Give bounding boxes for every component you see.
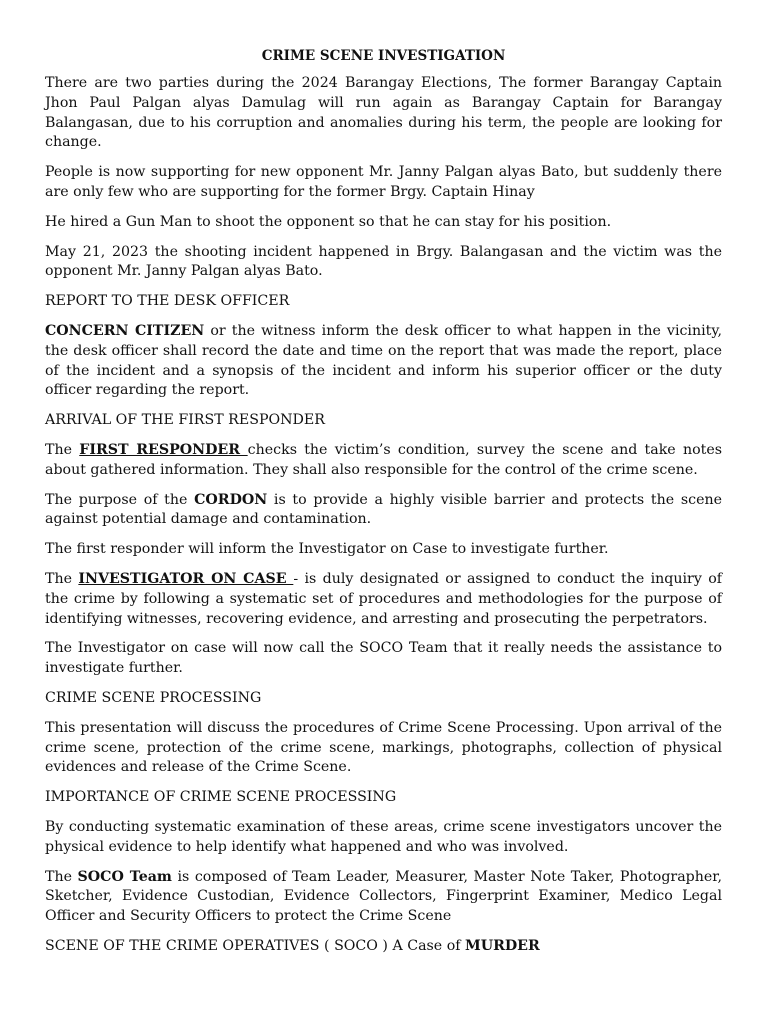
paragraph-background: There are two parties during the 2024 Barangay Elections, The former Barangay Captain Jhon Paul Palgan alyas Damulag will run again as Barangay Captain for Barangay Balangasan, due to his corruption and anomalies during his term, the people are looking for change.	[45, 75, 722, 151]
paragraph-cordon-prefix: The purpose of the	[45, 491, 195, 508]
paragraph-incident: May 21, 2023 the shooting incident happened in Brgy. Balangasan and the victim was the opponent Mr. Janny Palgan alyas Bato.	[45, 243, 722, 280]
paragraph-gunman: He hired a Gun Man to shoot the opponent so that he can stay for his position.	[45, 213, 612, 230]
paragraph-concern-citizen-text: or the witness inform the desk officer to what happen in the vicinity, the desk officer shall record the date and time on the report that was made the report, place of the incident and a synopsis of the incident and inform his superior officer or the duty officer regarding the report.	[45, 322, 722, 399]
paragraph-concern-citizen	[45, 322, 722, 401]
heading-first-responder: ARRIVAL OF THE FIRST RESPONDER	[45, 412, 325, 429]
document-title: CRIME SCENE INVESTIGATION	[261, 48, 506, 64]
term-soco-team: SOCO Team	[77, 868, 172, 885]
paragraph-soco-murder-text: SCENE OF THE CRIME OPERATIVES ( SOCO ) A Case of	[45, 937, 466, 954]
paragraph-soco-prefix: The	[45, 868, 78, 885]
heading-crime-scene-processing: CRIME SCENE PROCESSING	[45, 689, 262, 706]
term-investigator-on-case: INVESTIGATOR ON CASE	[78, 570, 294, 587]
paragraph-first-responder-text: checks the victim’s condition, survey the scene and take notes about gathered information. They shall also responsible for the control of the crime scene.	[45, 441, 723, 478]
paragraph-importance: By conducting systematic examination of these areas, crime scene investigators uncover the physical evidence to help identify what happened and who was involved.	[45, 818, 722, 855]
paragraph-inform-investigator: The first responder will inform the Investigator on Case to investigate further.	[45, 541, 609, 558]
paragraph-soco-team	[45, 868, 722, 927]
term-murder: MURDER	[465, 937, 540, 954]
term-first-responder: FIRST RESPONDER	[79, 441, 248, 458]
term-cordon: CORDON	[194, 491, 268, 508]
paragraph-investigator-prefix: The	[45, 570, 79, 587]
paragraph-soco-text: is composed of Team Leader, Measurer, Master Note Taker, Photographer, Sketcher, Evidence Custodian, Evidence Collectors, Fingerprint Examiner, Medico Legal Officer and Security Officers to protect the Crime Scene	[45, 868, 722, 925]
term-concern-citizen: CONCERN CITIZEN	[45, 322, 205, 339]
paragraph-investigator-text: - is duly designated or assigned to conduct the inquiry of the crime by following a systematic set of procedures and methodologies for the purpose of identifying witnesses, recovering evidence, and arresting and prosecuting the perpetrators.	[45, 570, 722, 627]
paragraph-soco-murder	[45, 937, 722, 957]
paragraph-cordon	[45, 491, 722, 531]
paragraph-investigator-on-case	[45, 570, 722, 629]
heading-report-desk-officer: REPORT TO THE DESK OFFICER	[45, 293, 290, 310]
paragraph-call-soco: The Investigator on case will now call the SOCO Team that it really needs the assistance to investigate further.	[45, 640, 722, 677]
paragraph-processing-procedures: This presentation will discuss the procedures of Crime Scene Processing. Upon arrival of the crime scene, protection of the crime scene, markings, photographs, collection of physical evidences and release of the Crime Scene.	[45, 719, 722, 776]
paragraph-first-responder-prefix: The	[45, 441, 80, 458]
paragraph-first-responder	[45, 441, 722, 481]
paragraph-cordon-text: is to provide a highly visible barrier and protects the scene against potential damage and contamination.	[45, 491, 722, 528]
paragraph-supporters: People is now supporting for new opponent Mr. Janny Palgan alyas Bato, but suddenly there are only few who are supporting for the former Brgy. Captain Hinay	[45, 164, 722, 200]
heading-importance: IMPORTANCE OF CRIME SCENE PROCESSING	[45, 789, 397, 806]
